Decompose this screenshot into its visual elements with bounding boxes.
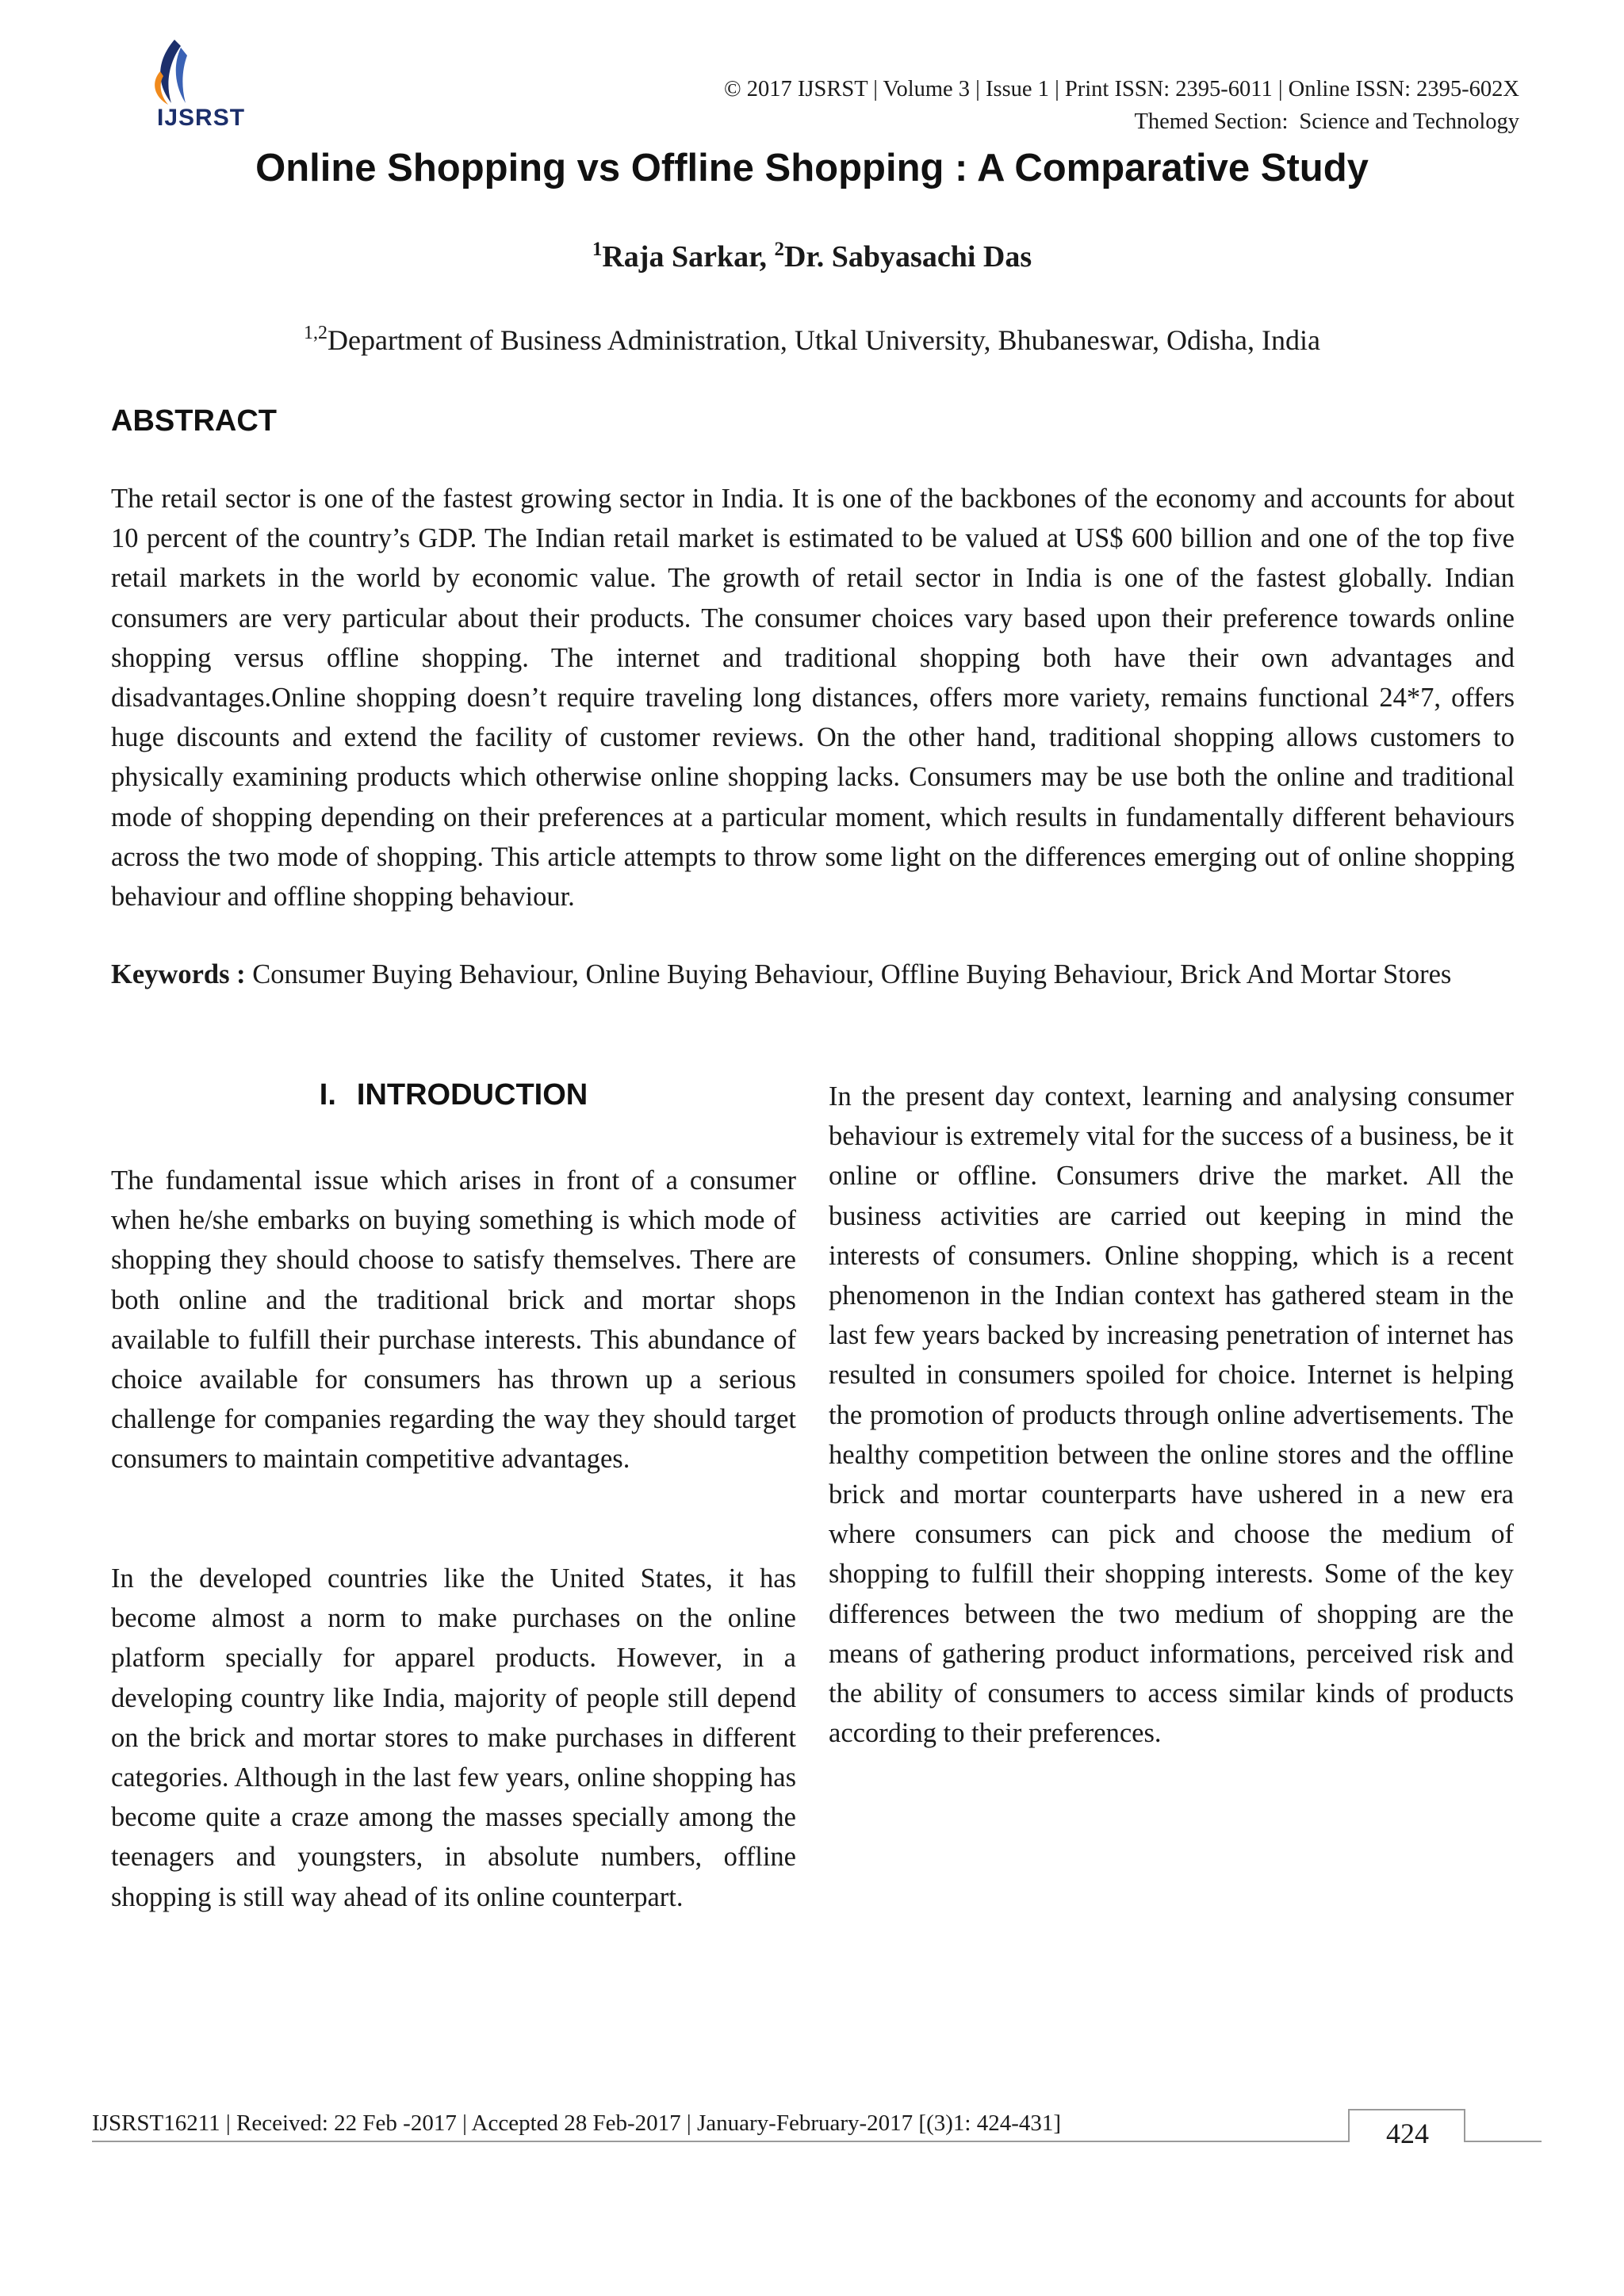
author-line	[0, 239, 1624, 274]
keywords-line	[111, 955, 1515, 994]
author1-mark: 1	[592, 239, 603, 260]
introduction-heading	[111, 1078, 796, 1112]
journal-logo	[133, 36, 244, 140]
themed-section-value: Science and Technology	[1299, 109, 1519, 134]
affiliation-mark: 1,2	[303, 323, 327, 343]
intro-paragraph-3: In the present day context, learning and analysing consumer behaviour is extremely vital for the success of a business, be it online or offline. Consumers drive the market. All the business activities are carried out keeping in mind the interests of consumers. Online shopping, which is a recent phenomenon in the Indian context has gathered steam in the last few years backed by increasing penetration of internet has resulted in consumers spoiled for choice. Internet is helping the promotion of products through online advertisements. The healthy competition between the online stores and the offline brick and mortar counterparts have ushered in a new era where consumers can pick and choose the medium of shopping to fulfill their shopping interests. Some of the key differences between the two medium of shopping are the means of gathering product informations, perceived risk and the ability of consumers to access similar kinds of products according to their preferences.	[829, 1081, 1514, 1749]
journal-info-line: © 2017 IJSRST | Volume 3 | Issue 1 | Print ISSN: 2395-6011 | Online ISSN: 2395-602X	[724, 77, 1519, 101]
affiliation-text: Department of Business Administration, Utkal University, Bhubaneswar, Odisha, India	[327, 324, 1321, 356]
page-number: 424	[1386, 2118, 1429, 2149]
themed-section-line	[1134, 109, 1519, 135]
flame-logo-icon	[133, 36, 244, 108]
author1-name: Raja Sarkar,	[602, 240, 767, 274]
keywords-text: Consumer Buying Behaviour, Online Buying Behaviour, Offline Buying Behaviour, Brick And Mortar Stores	[252, 959, 1452, 989]
footer-citation: IJSRST16211 | Received: 22 Feb -2017 | Accepted 28 Feb-2017 | January-February-2017 [(3)1: 424-431]	[92, 2110, 1062, 2136]
intro-paragraph-1: The fundamental issue which arises in front of a consumer when he/she embarks on buying something is which mode of shopping they should choose to satisfy themselves. There are both online and the traditional brick and mortar shops available to fulfill their purchase interests. This abundance of choice available for consumers has thrown up a serious challenge for companies regarding the way they should target consumers to maintain competitive advantages.	[111, 1165, 796, 1475]
affiliation-line	[0, 323, 1624, 357]
footer-rule	[92, 2141, 1348, 2142]
keywords-label: Keywords :	[111, 959, 246, 989]
logo-text: IJSRST	[157, 105, 246, 131]
themed-section-label: Themed Section:	[1134, 109, 1289, 134]
intro-paragraph-2: In the developed countries like the United States, it has become almost a norm to make purchases on the online platform specially for apparel products. However, in a developing country like India, majority of people still depend on the brick and mortar stores to make purchases in different categories. Although in the last few years, online shopping has become quite a craze among the masses specially among the teenagers and youngsters, in absolute numbers, offline shopping is still way ahead of its online counterpart.	[111, 1563, 796, 1912]
abstract-body: The retail sector is one of the fastest growing sector in India. It is one of the backbones of the economy and accounts for about 10 percent of the country’s GDP. The Indian retail market is estimated to be valued at US$ 600 billion and one of the top five retail markets in the world by economic value. The growth of retail sector in India is one of the fastest globally. Indian consumers are very particular about their products. The consumer choices vary based upon their preference towards online shopping versus offline shopping. The internet and traditional shopping both have their own advantages and disadvantages.Online shopping doesn’t require traveling long distances, offers more variety, remains functional 24*7, offers huge discounts and extend the facility of customer reviews. On the other hand, traditional shopping allows customers to physically examining products which otherwise online shopping lacks. Consumers may be use both the online and traditional mode of shopping depending on their preferences at a particular moment, which results in fundamentally different behaviours across the two mode of shopping. This article attempts to throw some light on the differences emerging out of online shopping behaviour and offline shopping behaviour.	[111, 484, 1515, 913]
paper-title: Online Shopping vs Offline Shopping : A Comparative Study	[255, 147, 1369, 189]
footer-rule-right	[1465, 2141, 1542, 2142]
section-title: INTRODUCTION	[356, 1078, 588, 1112]
author2-mark: 2	[774, 239, 784, 260]
author2-name: Dr. Sabyasachi Das	[783, 240, 1032, 274]
section-number: I.	[319, 1078, 336, 1112]
abstract-heading: ABSTRACT	[111, 404, 277, 438]
